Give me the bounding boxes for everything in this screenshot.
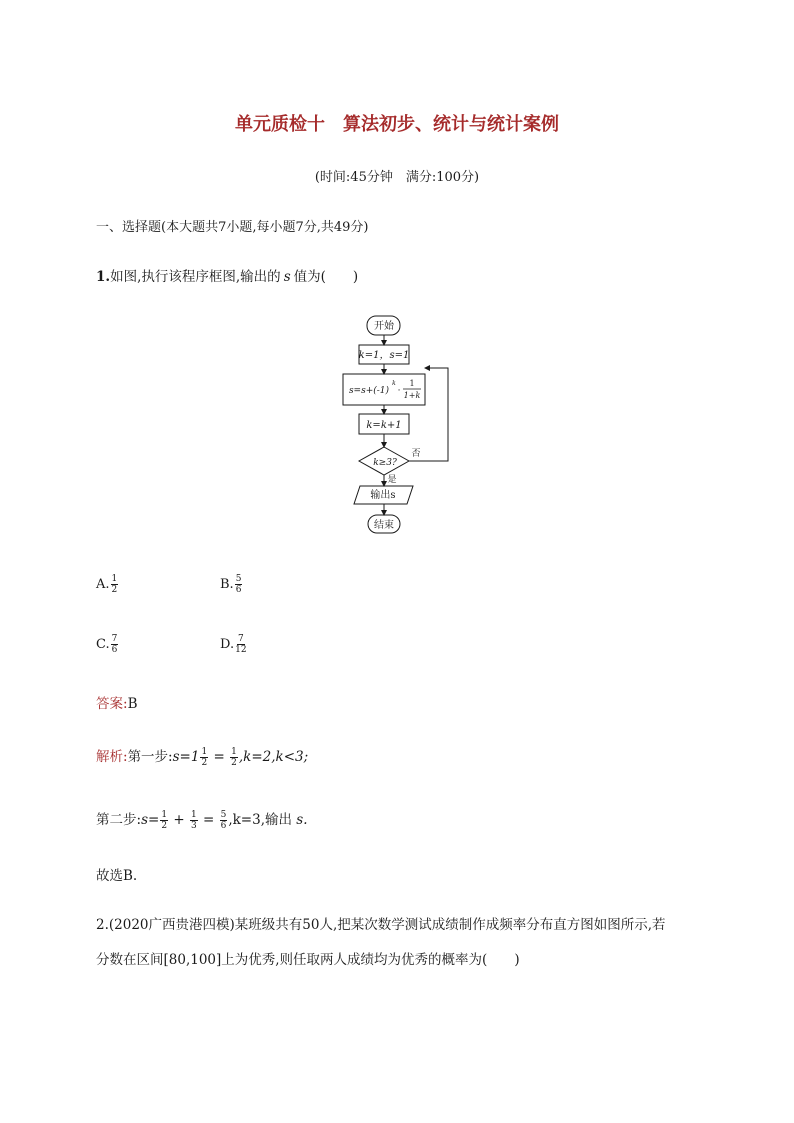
- answer-line: [96, 692, 137, 712]
- title-unit: 单元质检十: [235, 114, 325, 135]
- flow-loop-back-arrow: [409, 368, 448, 461]
- answer-label: 答案:: [96, 696, 128, 712]
- option-d-fraction: $\frac{7}{12}$: [235, 634, 247, 655]
- analysis-step-2: 第二步:s= $\frac{1}{2}$ + $\frac{1}{3}$ = $\frac{5}{6}$ ,k=3,输出 s.: [96, 810, 308, 831]
- analysis-step-1: 解析:第一步:s=1 $\frac{1}{2}$ = $\frac{1}{2}$ ,k=2,k<3;: [96, 747, 309, 768]
- option-c: C. $\frac{7}{6}$: [96, 634, 118, 655]
- exam-info: (时间:45分钟 满分:100分): [314, 170, 480, 185]
- analysis-label: 解析:: [96, 749, 128, 765]
- flow-no-label: 否: [411, 449, 421, 459]
- question-1-number: 1.: [96, 269, 111, 285]
- question-1-stem: 1.如图,执行该程序框图,输出的 s 值为( ): [96, 269, 359, 285]
- flow-condition-text: k≥3?: [373, 458, 397, 468]
- flow-assign-dot: ·: [397, 386, 401, 396]
- option-a: A. $\frac{1}{2}$: [96, 574, 118, 595]
- answer-value: B: [127, 696, 138, 712]
- analysis-conclusion: 故选B.: [96, 868, 138, 884]
- flow-init-text: k=1，s=1: [358, 350, 410, 361]
- flow-yes-label: 是: [387, 475, 397, 485]
- title-topic: 算法初步、统计与统计案例: [343, 114, 559, 135]
- section-heading: 一、选择题(本大题共7小题,每小题7分,共49分): [96, 220, 369, 235]
- option-c-fraction: $\frac{7}{6}$: [111, 634, 118, 655]
- flow-end-text: 结束: [374, 520, 394, 531]
- option-b-fraction: $\frac{5}{6}$: [235, 574, 242, 595]
- flow-assign-left: s=s+(-1): [348, 386, 390, 396]
- question-2-line-1: 2.(2020广西贵港四模)某班级共有50人,把某次数学测试成绩制作成频率分布直方图如图所示,若: [96, 917, 666, 933]
- option-b: B. $\frac{5}{6}$: [220, 574, 242, 595]
- flow-assign-num: 1: [409, 379, 415, 388]
- flow-increment-text: k=k+1: [366, 420, 402, 431]
- question-2-line-2: 分数在区间[80,100]上为优秀,则任取两人成绩均为优秀的概率为( ): [96, 952, 520, 968]
- flow-assign-exp: k: [392, 380, 396, 387]
- option-d: D. $\frac{7}{12}$: [220, 634, 247, 655]
- option-a-fraction: $\frac{1}{2}$: [111, 574, 118, 595]
- flow-output-text: 输出s: [370, 490, 396, 501]
- flow-assign-den: 1+k: [403, 391, 421, 400]
- flow-start-text: 开始: [374, 321, 394, 332]
